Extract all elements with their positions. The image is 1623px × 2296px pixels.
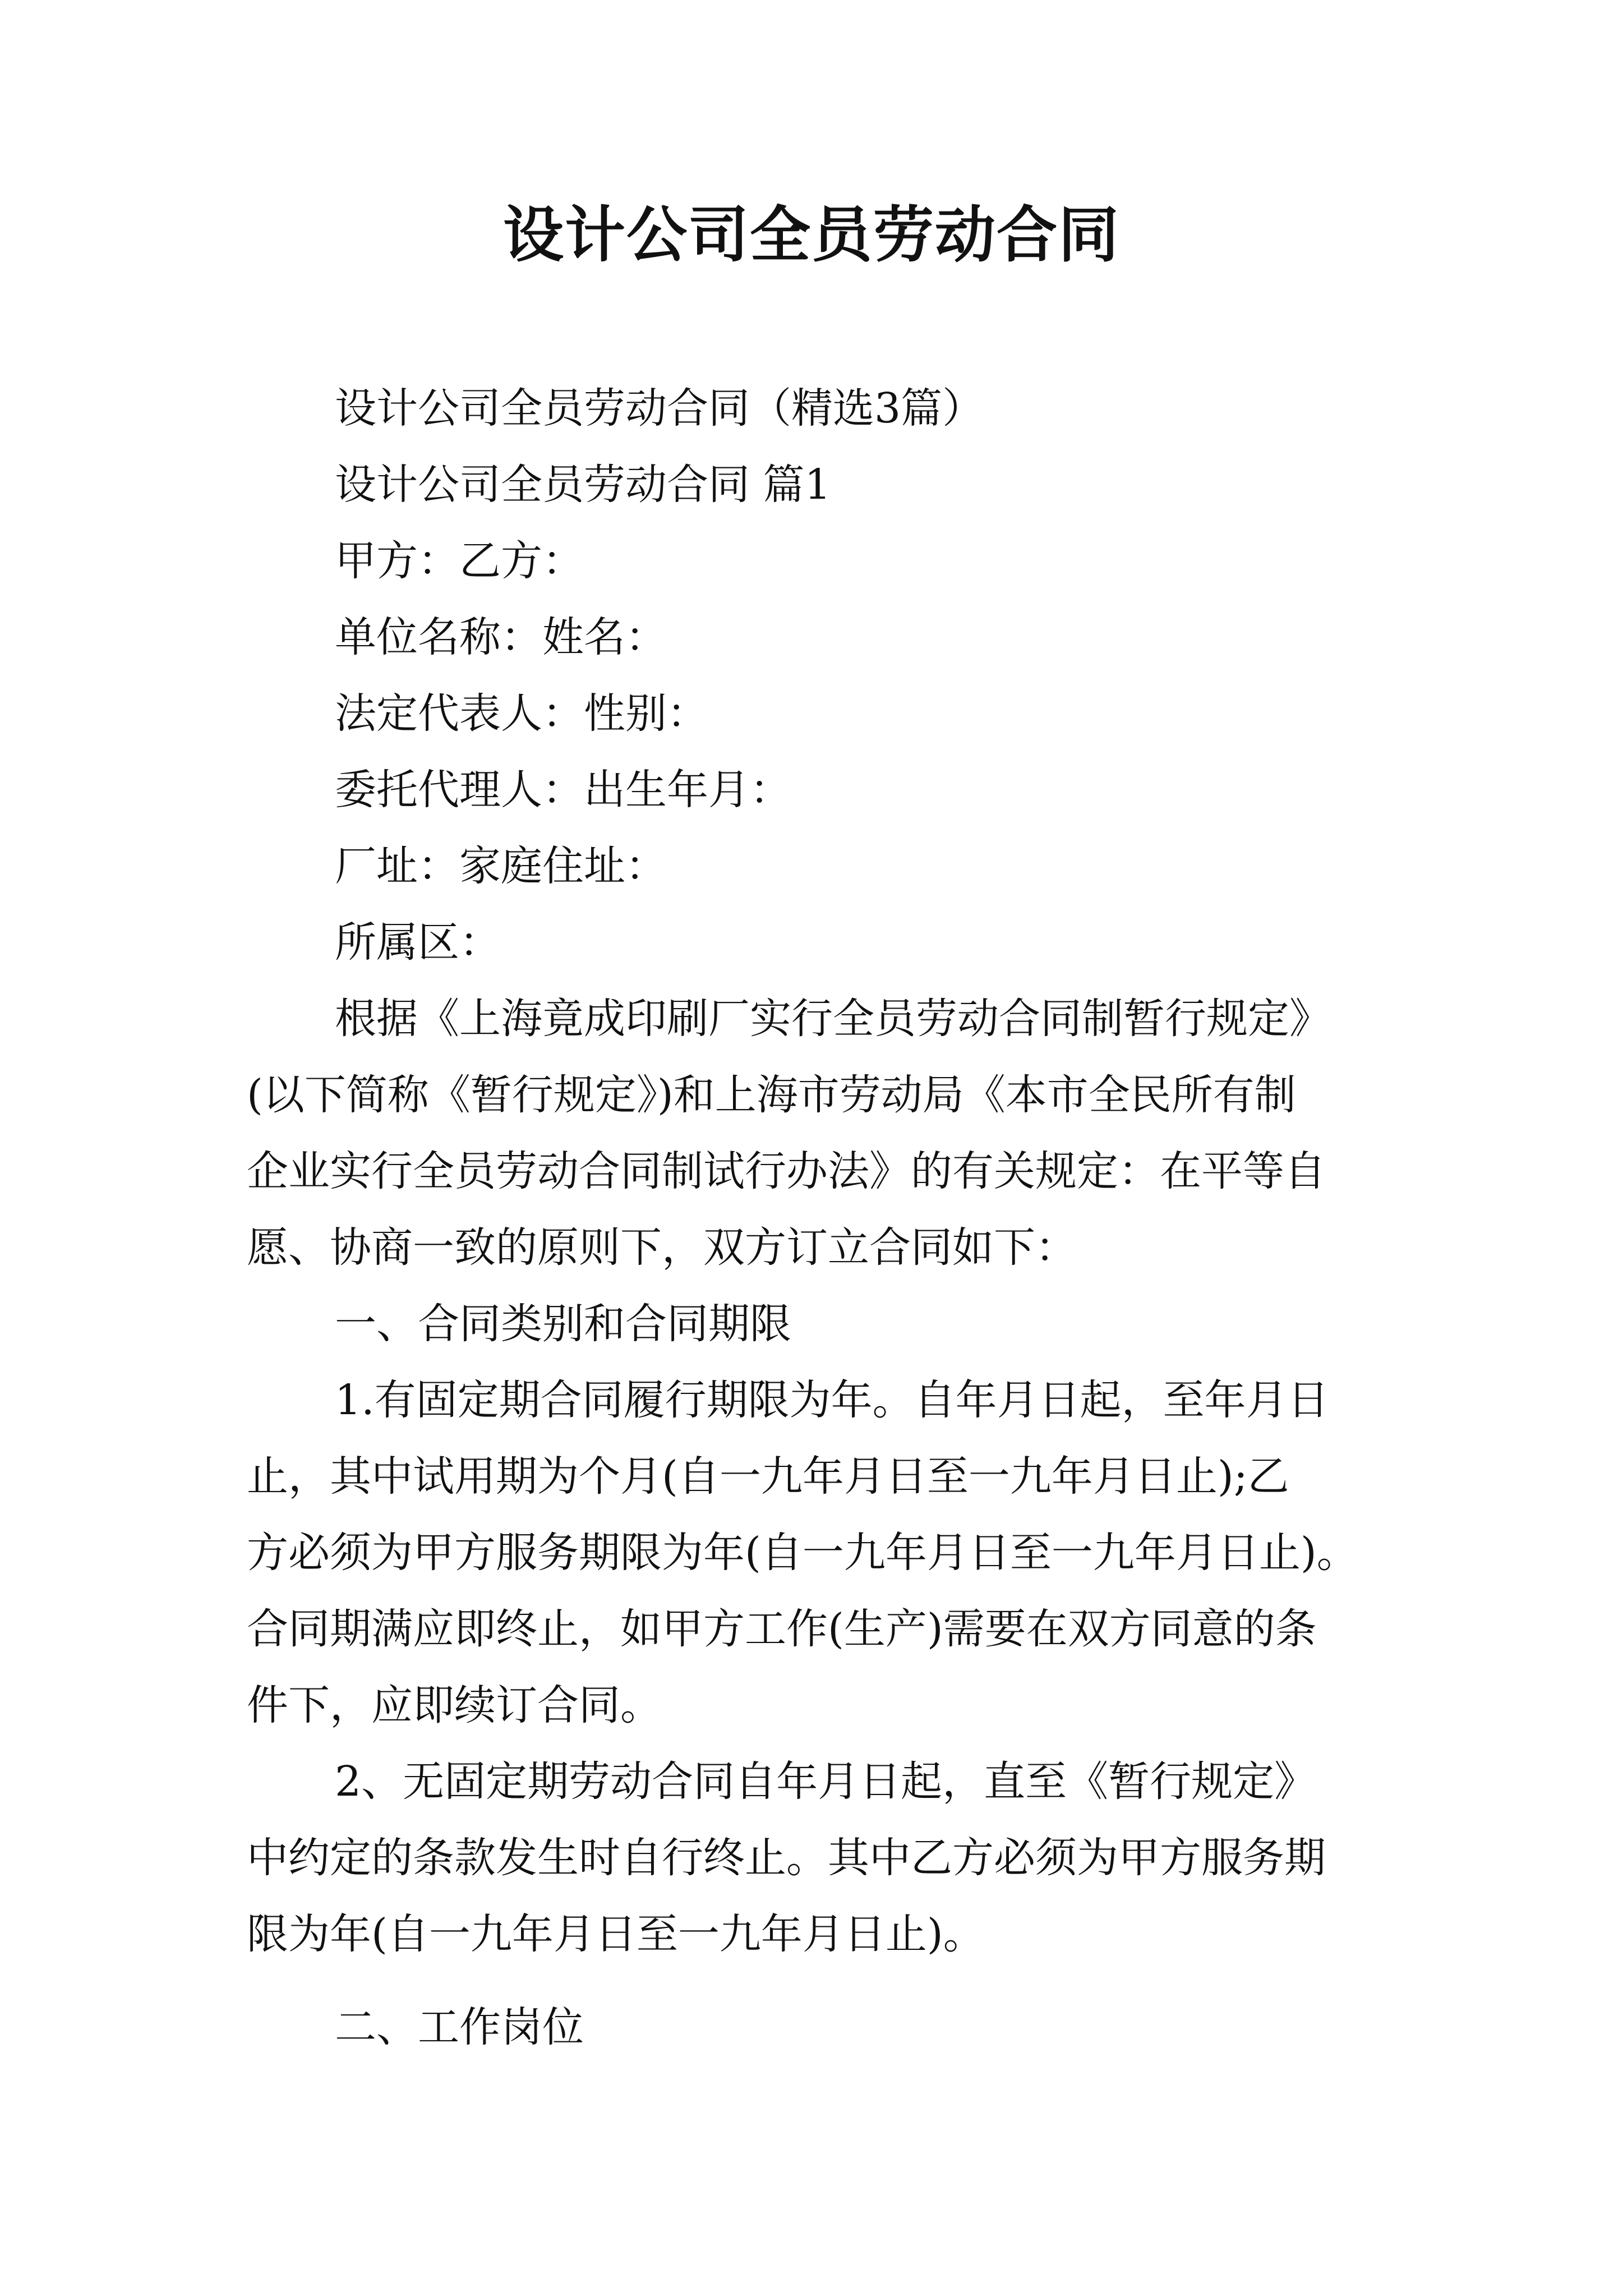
clause-heading: 一、合同类别和合同期限 (335, 1300, 791, 1348)
paragraph-line: 止，其中试用期为个月(自一九年月日至一九年月日止);乙 (247, 1452, 1289, 1501)
field-line: 法定代表人：性别： (335, 689, 708, 738)
section-heading: 设计公司全员劳动合同 篇1 (335, 461, 831, 509)
subtitle-line: 设计公司全员劳动合同（精选3篇） (335, 384, 984, 432)
paragraph-line: 2、无固定期劳动合同自年月日起，直至《暂行规定》 (335, 1757, 1316, 1806)
field-line: 委托代理人：出生年月： (335, 766, 791, 814)
paragraph-line: 合同期满应即终止，如甲方工作(生产)需要在双方同意的条 (247, 1605, 1317, 1653)
paragraph-line: 件下，应即续订合同。 (247, 1681, 662, 1729)
field-line: 所属区： (335, 918, 501, 967)
field-line: 甲方：乙方： (335, 537, 584, 585)
paragraph-line: 方必须为甲方服务期限为年(自一九年月日至一九年月日止)。 (247, 1529, 1358, 1577)
field-line: 单位名称：姓名： (335, 613, 667, 661)
document-body (247, 370, 1447, 2065)
paragraph-line: 1.有固定期合同履行期限为年。自年月日起，至年月日 (335, 1376, 1329, 1424)
document-title: 设计公司全员劳动合同 (502, 200, 1120, 270)
paragraph-line: 限为年(自一九年月日至一九年月日止)。 (247, 1910, 985, 1958)
paragraph-line: (以下简称《暂行规定》)和上海市劳动局《本市全民所有制 (247, 1071, 1296, 1119)
paragraph-line: 中约定的条款发生时自行终止。其中乙方必须为甲方服务期 (247, 1834, 1326, 1882)
field-line: 厂址：家庭住址： (335, 842, 667, 890)
paragraph-line: 企业实行全员劳动合同制试行办法》的有关规定：在平等自 (247, 1147, 1326, 1195)
paragraph-line: 根据《上海竟成印刷厂实行全员劳动合同制暂行规定》 (335, 995, 1331, 1043)
paragraph-line: 愿、协商一致的原则下，双方订立合同如下： (247, 1223, 1077, 1272)
clause-heading: 二、工作岗位 (335, 2003, 584, 2051)
